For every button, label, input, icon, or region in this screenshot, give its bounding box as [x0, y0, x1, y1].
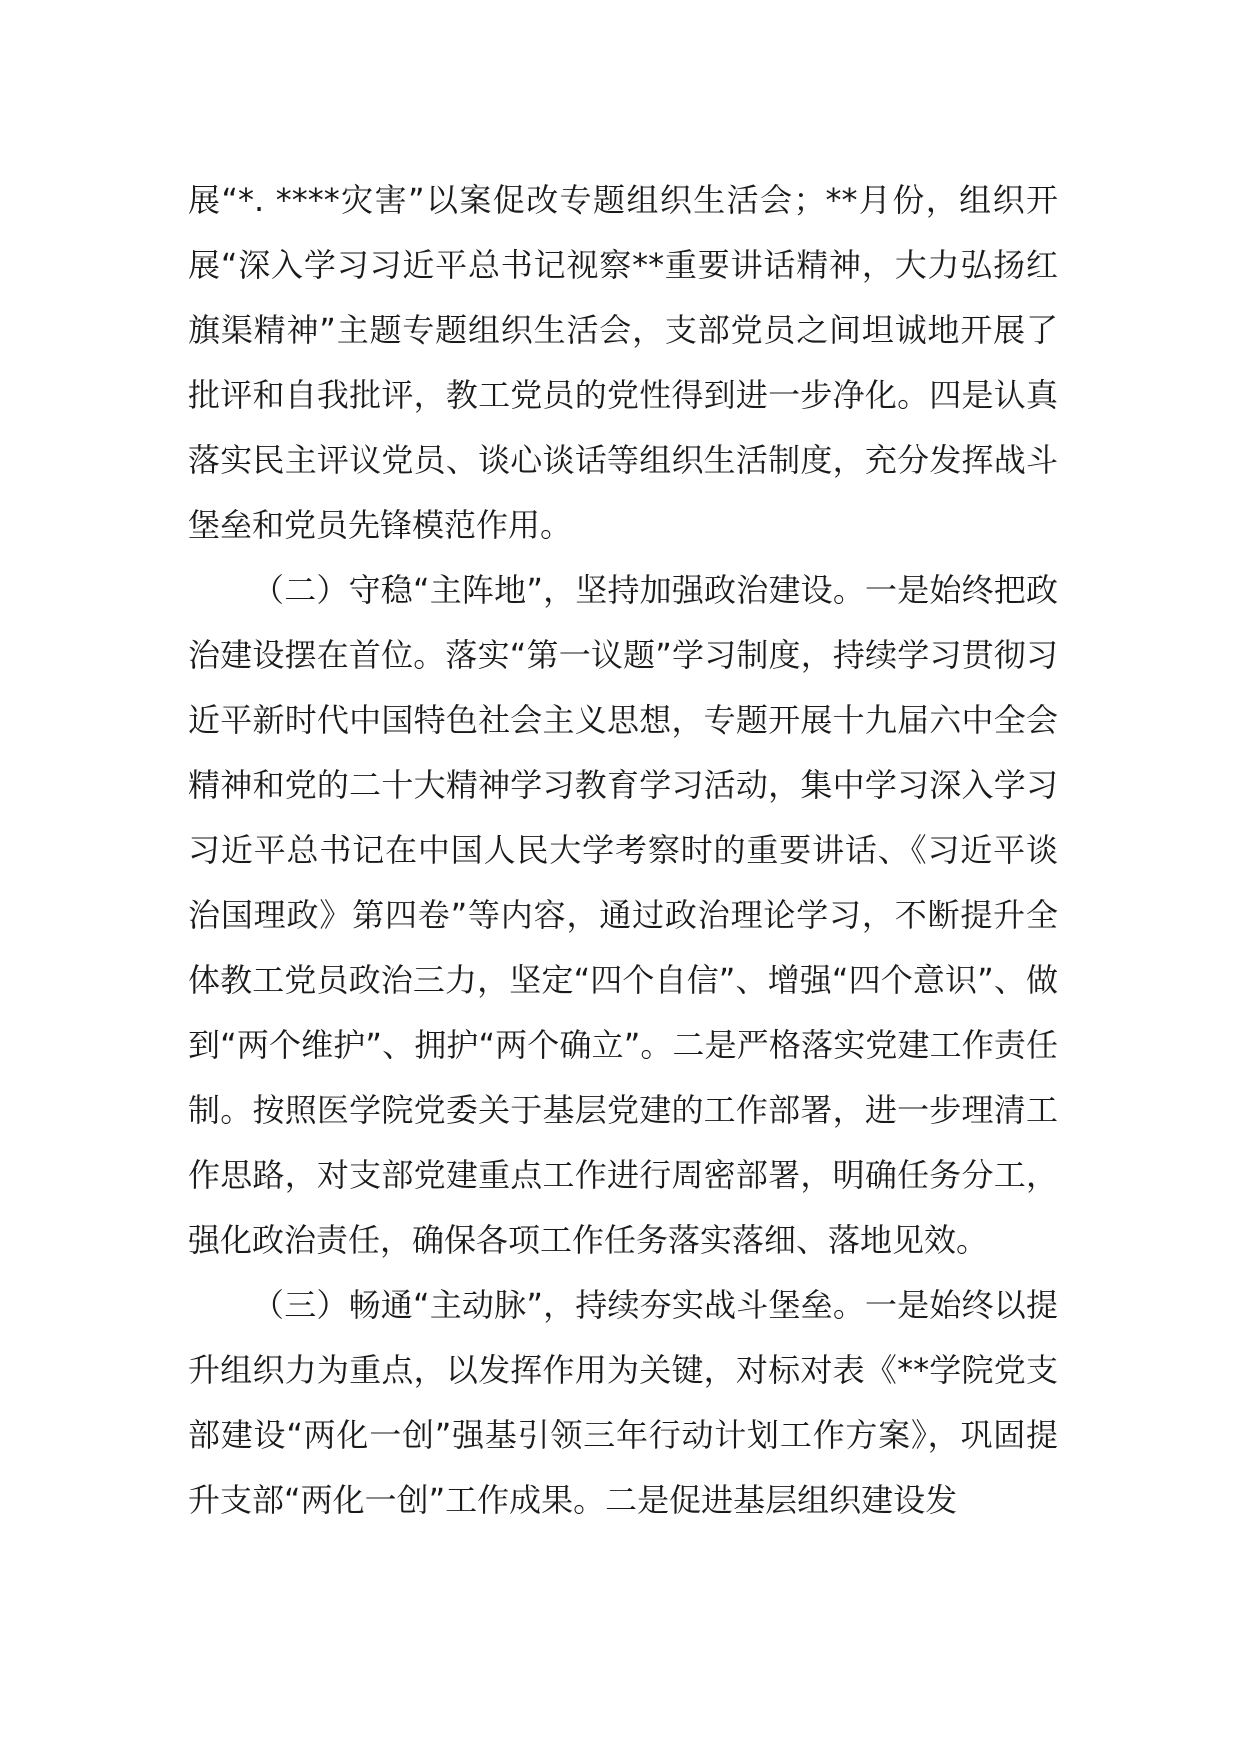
document-body	[188, 168, 1058, 1533]
paragraph-1: 展“*. ****灾害”以案促改专题组织生活会；**月份，组织开展“深入学习习近平总书记视察**重要讲话精神，大力弘扬红旗渠精神”主题专题组织生活会，支部党员之间坦诚地开展了批评和自我批评，教工党员的党性得到进一步净化。四是认真落实民主评议党员、谈心谈话等组织生活制度，充分发挥战斗堡垒和党员先锋模范作用。	[188, 181, 1058, 544]
paragraph-3: （三）畅通“主动脉”，持续夯实战斗堡垒。一是始终以提升组织力为重点，以发挥作用为关键，对标对表《**学院党支部建设“两化一创”强基引领三年行动计划工作方案》，巩固提升支部“两化一创”工作成果。二是促进基层组织建设发	[188, 1286, 1058, 1519]
paragraph-2: （二）守稳“主阵地”，坚持加强政治建设。一是始终把政治建设摆在首位。落实“第一议题”学习制度，持续学习贯彻习近平新时代中国特色社会主义思想，专题开展十九届六中全会精神和党的二十大精神学习教育学习活动，集中学习深入学习习近平总书记在中国人民大学考察时的重要讲话、《习近平谈治国理政》第四卷”等内容，通过政治理论学习，不断提升全体教工党员政治三力，坚定“四个自信”、增强“四个意识”、做到“两个维护”、拥护“两个确立”。二是严格落实党建工作责任制。按照医学院党委关于基层党建的工作部署，进一步理清工作思路，对支部党建重点工作进行周密部署，明确任务分工，强化政治责任，确保各项工作任务落实落细、落地见效。	[188, 571, 1058, 1259]
